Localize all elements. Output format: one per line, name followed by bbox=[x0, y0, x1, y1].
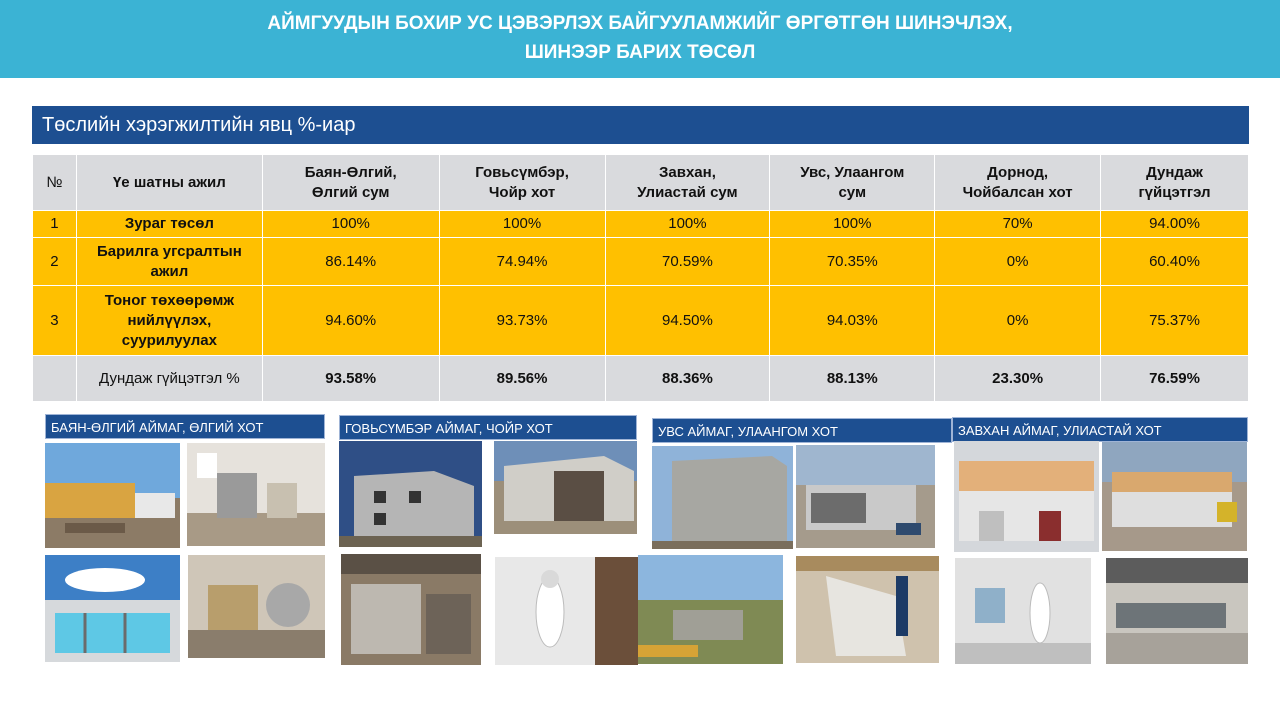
row-stage: Зураг төсөл bbox=[76, 211, 262, 238]
cell-value: 86.14% bbox=[262, 238, 439, 286]
site-photo bbox=[955, 558, 1091, 664]
header-dornod: Дорнод, Чойбалсан хот bbox=[935, 155, 1101, 211]
site-photo bbox=[339, 441, 482, 547]
site-photo bbox=[45, 555, 180, 662]
site-photo bbox=[45, 443, 180, 548]
cell-value: 94.00% bbox=[1101, 211, 1249, 238]
site-photo bbox=[954, 441, 1099, 552]
row-stage: Тоног төхөөрөмж нийлүүлэх, суурилуулах bbox=[76, 286, 262, 356]
row-no bbox=[33, 356, 77, 402]
site-photo bbox=[188, 555, 325, 658]
cell-value: 60.40% bbox=[1101, 238, 1249, 286]
slide-title-line-1: АЙМГУУДЫН БОХИР УС ЦЭВЭРЛЭХ БАЙГУУЛАМЖИЙГ ӨРГӨТГӨН ШИНЭЧЛЭХ, bbox=[267, 13, 1013, 34]
row-no: 1 bbox=[33, 211, 77, 238]
row-stage: Барилга угсралтын ажил bbox=[76, 238, 262, 286]
caption-zavkhan: ЗАВХАН АЙМАГ, УЛИАСТАЙ ХОТ bbox=[952, 417, 1248, 442]
cell-value: 74.94% bbox=[439, 238, 605, 286]
row-no: 2 bbox=[33, 238, 77, 286]
cell-value: 94.03% bbox=[770, 286, 935, 356]
cell-value: 75.37% bbox=[1101, 286, 1249, 356]
average-value: 76.59% bbox=[1101, 356, 1249, 402]
table-row bbox=[33, 286, 1249, 356]
site-photo bbox=[187, 443, 325, 546]
site-photo bbox=[341, 554, 481, 665]
average-value: 23.30% bbox=[935, 356, 1101, 402]
average-value: 93.58% bbox=[262, 356, 439, 402]
row-no: 3 bbox=[33, 286, 77, 356]
site-photo bbox=[495, 557, 638, 665]
site-photo bbox=[638, 555, 783, 664]
cell-value: 93.73% bbox=[439, 286, 605, 356]
header-bayan-olgii: Баян-Өлгий, Өлгий сум bbox=[262, 155, 439, 211]
average-value: 88.13% bbox=[770, 356, 935, 402]
section-header: Төслийн хэрэгжилтийн явц %-иар bbox=[32, 106, 1249, 144]
site-photo bbox=[796, 445, 935, 548]
site-photo bbox=[796, 556, 939, 663]
progress-table bbox=[32, 154, 1249, 402]
cell-value: 100% bbox=[770, 211, 935, 238]
header-stage: Үе шатны ажил bbox=[76, 155, 262, 211]
header-no: № bbox=[33, 155, 77, 211]
average-label: Дундаж гүйцэтгэл % bbox=[76, 356, 262, 402]
slide-title bbox=[0, 0, 1280, 78]
table-row bbox=[33, 238, 1249, 286]
cell-value: 0% bbox=[935, 286, 1101, 356]
cell-value: 70% bbox=[935, 211, 1101, 238]
average-value: 88.36% bbox=[605, 356, 770, 402]
caption-uvs: УВС АЙМАГ, УЛААНГОМ ХОТ bbox=[652, 418, 952, 443]
average-value: 89.56% bbox=[439, 356, 605, 402]
site-photo bbox=[652, 446, 793, 549]
caption-govisumber: ГОВЬСҮМБЭР АЙМАГ, ЧОЙР ХОТ bbox=[339, 415, 637, 440]
site-photo bbox=[494, 441, 637, 534]
caption-bayan-olgii: БАЯН-ӨЛГИЙ АЙМАГ, ӨЛГИЙ ХОТ bbox=[45, 414, 325, 439]
cell-value: 94.50% bbox=[605, 286, 770, 356]
cell-value: 94.60% bbox=[262, 286, 439, 356]
cell-value: 70.35% bbox=[770, 238, 935, 286]
header-govisumber: Говьсүмбэр, Чойр хот bbox=[439, 155, 605, 211]
site-photo bbox=[1102, 442, 1247, 551]
cell-value: 0% bbox=[935, 238, 1101, 286]
cell-value: 100% bbox=[262, 211, 439, 238]
slide-title-line-2: ШИНЭЭР БАРИХ ТӨСӨЛ bbox=[524, 42, 756, 63]
header-zavkhan: Завхан, Улиастай сум bbox=[605, 155, 770, 211]
cell-value: 100% bbox=[605, 211, 770, 238]
header-average: Дундаж гүйцэтгэл bbox=[1101, 155, 1249, 211]
table-header-row bbox=[33, 155, 1249, 211]
table-row bbox=[33, 211, 1249, 238]
cell-value: 100% bbox=[439, 211, 605, 238]
site-photo bbox=[1106, 558, 1248, 664]
header-uvs: Увс, Улаангом сум bbox=[770, 155, 935, 211]
average-row bbox=[33, 356, 1249, 402]
cell-value: 70.59% bbox=[605, 238, 770, 286]
